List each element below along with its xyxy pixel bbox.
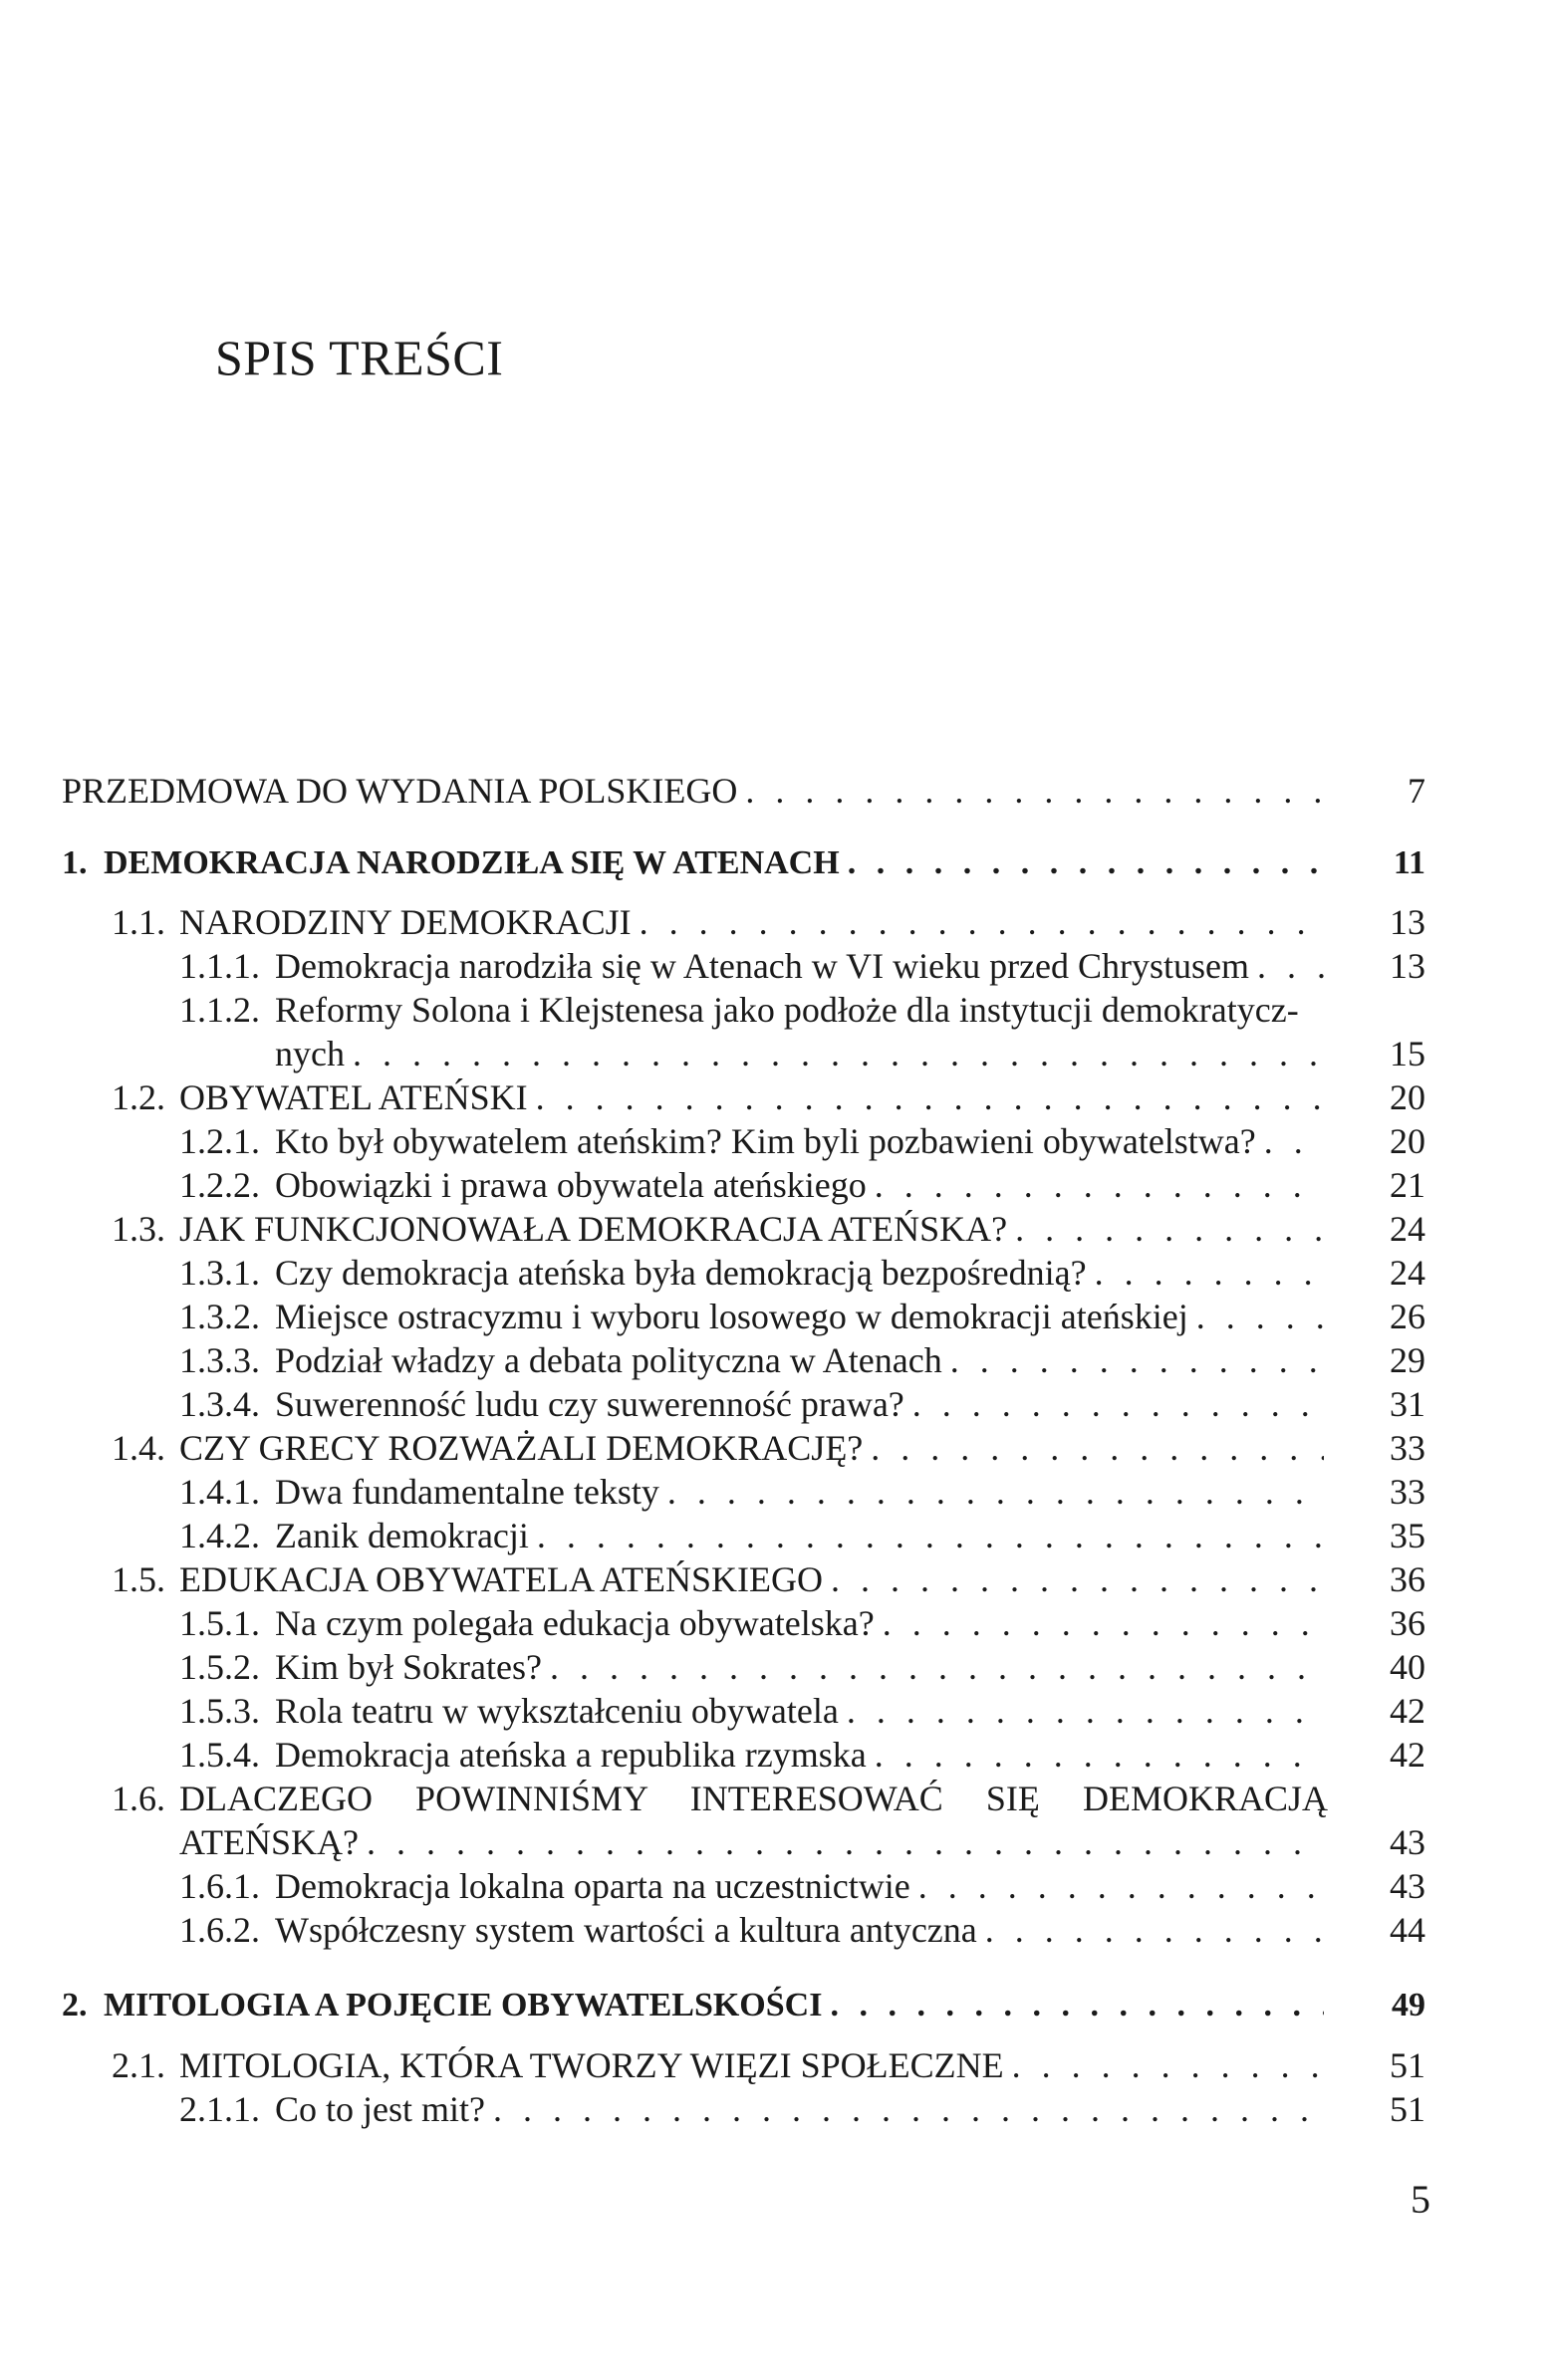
toc-entry-page: 15: [1390, 1034, 1425, 1073]
toc-subsection: [179, 1689, 1425, 1733]
toc-subsection: [179, 2087, 1425, 2131]
toc-entry-number: 2.: [62, 1987, 88, 2023]
toc-subsection-first-line: [179, 988, 1299, 1032]
toc-entry-label: MITOLOGIA A POJĘCIE OBYWATELSKOŚCI: [104, 1987, 823, 2023]
toc-entry-page: 51: [1390, 2089, 1425, 2129]
toc-entry-number: 1.6.1.: [179, 1866, 260, 1906]
toc-subsection: [179, 1908, 1425, 1952]
toc-entry-number: 1.1.2.: [179, 990, 260, 1030]
toc-subsection: [179, 1733, 1425, 1777]
toc-entry-page: 51: [1390, 2045, 1425, 2085]
toc-entry-number: 1.2.1.: [179, 1121, 260, 1161]
toc-entry-number: 1.5.2.: [179, 1647, 260, 1687]
toc-entry-number: 1.4.2.: [179, 1516, 260, 1555]
toc-entry-number: 1.5.1.: [179, 1603, 260, 1643]
toc-entry-number: 1.6.2.: [179, 1910, 260, 1950]
toc-entry-page: 21: [1390, 1165, 1425, 1205]
toc-section: [112, 900, 1425, 944]
toc-entry-number: 1.5.4.: [179, 1735, 260, 1775]
toc-entry-page: 20: [1390, 1121, 1425, 1161]
toc-entry-number: 1.2.: [112, 1077, 165, 1117]
toc-entry-label: Dwa fundamentalne teksty: [275, 1472, 659, 1512]
toc-subsection: [179, 1119, 1425, 1163]
toc-entry-label: Czy demokracja ateńska była demokracją bezpośrednią?: [275, 1253, 1087, 1293]
page-title: SPIS TREŚCI: [215, 330, 504, 385]
toc-section: [112, 1075, 1425, 1119]
toc-entry-label: Kto był obywatelem ateńskim? Kim byli pozbawieni obywatelstwa?: [275, 1121, 1256, 1161]
toc-entry-page: 42: [1390, 1735, 1425, 1775]
toc-entry-number: 1.2.2.: [179, 1165, 260, 1205]
toc-entry-page: 29: [1390, 1340, 1425, 1380]
toc-entry-label: OBYWATEL ATEŃSKI: [179, 1077, 528, 1117]
toc-section: [112, 1426, 1425, 1470]
toc-entry-number: 1.3.3.: [179, 1340, 260, 1380]
toc-entry-page: 24: [1390, 1209, 1425, 1249]
toc-entry-page: 43: [1390, 1866, 1425, 1906]
toc-entry-label: Co to jest mit?: [275, 2089, 485, 2129]
toc-entry-number: 1.3.2.: [179, 1297, 260, 1336]
toc-entry-label: MITOLOGIA, KTÓRA TWORZY WIĘZI SPOŁECZNE: [179, 2045, 1004, 2085]
toc-entry-label: Rola teatru w wykształceniu obywatela: [275, 1691, 839, 1731]
toc-entry-label: Demokracja ateńska a republika rzymska: [275, 1735, 867, 1775]
toc-entry-page: 24: [1390, 1253, 1425, 1293]
toc-entry-label: JAK FUNKCJONOWAŁA DEMOKRACJA ATEŃSKA?: [179, 1209, 1008, 1249]
toc-entry-label: Demokracja narodziła się w Atenach w VI wieku przed Chrystusem: [275, 946, 1250, 986]
toc-entry-label: Reformy Solona i Klejstenesa jako podłoże dla instytucji demokratycz-: [275, 990, 1299, 1030]
toc-entry-label: Suwerenność ludu czy suwerenność prawa?: [275, 1384, 904, 1424]
toc-subsection: [179, 1514, 1425, 1557]
toc-entry-page: 40: [1390, 1647, 1425, 1687]
toc-entry-page: 36: [1390, 1559, 1425, 1599]
toc-section-continuation: [179, 1820, 1425, 1864]
toc-entry-label: Kim był Sokrates?: [275, 1647, 542, 1687]
toc-entry-page: 20: [1390, 1077, 1425, 1117]
toc-subsection: [179, 1382, 1425, 1426]
toc-entry-number: 2.1.1.: [179, 2089, 260, 2129]
toc-entry-number: 1.4.1.: [179, 1472, 260, 1512]
toc-entry-page: 11: [1393, 844, 1425, 881]
toc-entry-label-continued: ATEŃSKĄ?: [179, 1822, 359, 1862]
toc-entry-label: DLACZEGO POWINNIŚMY INTERESOWAĆ SIĘ DEMOKRACJĄ: [179, 1779, 1328, 1818]
toc-entry-page: 35: [1390, 1516, 1425, 1555]
toc-entry-label: Współczesny system wartości a kultura antyczna: [275, 1910, 977, 1950]
toc-entry-number: 1.1.: [112, 902, 165, 942]
toc-entry-label: NARODZINY DEMOKRACJI: [179, 902, 632, 942]
toc-entry-number: 1.4.: [112, 1428, 165, 1468]
toc-subsection: [179, 1251, 1425, 1295]
toc-entry-page: 33: [1390, 1428, 1425, 1468]
toc-chapter-2: [62, 1984, 1425, 2027]
toc-subsection: [179, 1338, 1425, 1382]
toc-entry-page: 36: [1390, 1603, 1425, 1643]
toc-entry-page: 49: [1392, 1987, 1425, 2023]
toc-section: [112, 1207, 1425, 1251]
toc-entry-number: 1.1.1.: [179, 946, 260, 986]
toc-subsection: [179, 1645, 1425, 1689]
toc-entry-number: 1.5.: [112, 1559, 165, 1599]
toc-subsection-continuation: [275, 1032, 1425, 1075]
toc-section: [112, 2043, 1425, 2087]
toc-chapter-1: [62, 841, 1425, 885]
toc-entry-label: EDUKACJA OBYWATELA ATEŃSKIEGO: [179, 1559, 823, 1599]
toc-entry-label: Na czym polegała edukacja obywatelska?: [275, 1603, 875, 1643]
toc-section-first-line: [112, 1777, 1328, 1820]
toc-subsection: [179, 1601, 1425, 1645]
toc-entry-label: DEMOKRACJA NARODZIŁA SIĘ W ATENACH: [104, 844, 840, 881]
toc-entry-label: Demokracja lokalna oparta na uczestnictwie: [275, 1866, 910, 1906]
toc-entry-page: 26: [1390, 1297, 1425, 1336]
toc-entry-label: Obowiązki i prawa obywatela ateńskiego: [275, 1165, 867, 1205]
toc-entry-number: 2.1.: [112, 2045, 165, 2085]
toc-entry-label: Podział władzy a debata polityczna w Atenach: [275, 1340, 942, 1380]
toc-entry-number: 1.3.1.: [179, 1253, 260, 1293]
toc-entry-number: 1.6.: [112, 1779, 165, 1818]
toc-entry-number: 1.5.3.: [179, 1691, 260, 1731]
toc-subsection: [179, 1470, 1425, 1514]
toc-entry-label: CZY GRECY ROZWAŻALI DEMOKRACJĘ?: [179, 1428, 864, 1468]
page-number: 5: [1411, 2177, 1430, 2222]
toc-entry-page: 43: [1390, 1822, 1425, 1862]
toc-entry-page: 42: [1390, 1691, 1425, 1731]
toc-entry-page: 13: [1390, 946, 1425, 986]
toc-entry-preface: [62, 769, 1425, 813]
toc-entry-page: 33: [1390, 1472, 1425, 1512]
toc-entry-number: 1.3.: [112, 1209, 165, 1249]
toc-entry-label-continued: nych: [275, 1034, 345, 1073]
toc-entry-page: 44: [1390, 1910, 1425, 1950]
toc-entry-page: 31: [1390, 1384, 1425, 1424]
toc-entry-number: 1.3.4.: [179, 1384, 260, 1424]
toc-entry-page: 7: [1408, 771, 1425, 811]
toc-entry-label: Miejsce ostracyzmu i wyboru losowego w demokracji ateńskiej: [275, 1297, 1188, 1336]
toc-subsection: [179, 1295, 1425, 1338]
toc-subsection: [179, 944, 1425, 988]
toc-entry-label: Zanik demokracji: [275, 1516, 529, 1555]
toc-entry-page: 13: [1390, 902, 1425, 942]
toc-subsection: [179, 1163, 1425, 1207]
toc-section: [112, 1557, 1425, 1601]
toc-entry-label: PRZEDMOWA DO WYDANIA POLSKIEGO: [62, 771, 738, 811]
toc-subsection: [179, 1864, 1425, 1908]
toc-entry-number: 1.: [62, 844, 88, 881]
